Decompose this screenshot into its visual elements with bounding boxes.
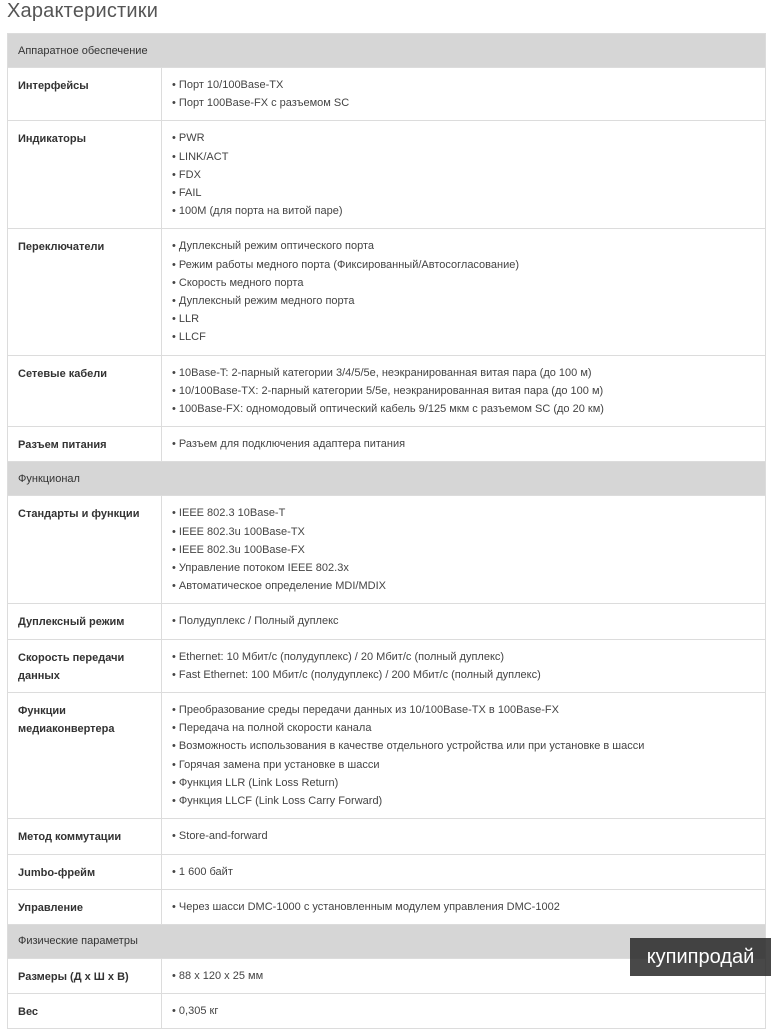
spec-value-item: • FDX <box>172 166 755 184</box>
spec-value-item: • Дуплексный режим оптического порта <box>172 237 755 255</box>
spec-value-item: • Преобразование среды передачи данных из 10/100Base-TX в 100Base-FX <box>172 701 755 719</box>
spec-row <box>8 604 766 639</box>
spec-value-item: • IEEE 802.3u 100Base-FX <box>172 541 755 559</box>
spec-value-list <box>172 435 755 453</box>
spec-value-item: • 88 х 120 х 25 мм <box>172 967 755 985</box>
spec-value-item: • Горячая замена при установке в шасси <box>172 756 755 774</box>
spec-value-item: • Дуплексный режим медного порта <box>172 292 755 310</box>
spec-value-list <box>172 898 755 916</box>
spec-value-list <box>172 237 755 346</box>
spec-value <box>162 819 766 854</box>
spec-value-item: • Возможность использования в качестве отдельного устройства или при установке в шасси <box>172 737 755 755</box>
spec-value <box>162 427 766 462</box>
spec-value-item: • Автоматическое определение MDI/MDIX <box>172 577 755 595</box>
spec-value <box>162 889 766 924</box>
spec-value <box>162 639 766 692</box>
spec-row <box>8 994 766 1029</box>
specs-table <box>7 33 766 1029</box>
spec-value-item: • IEEE 802.3u 100Base-TX <box>172 523 755 541</box>
spec-label: Скорость передачи данных <box>8 639 162 692</box>
spec-value-item: • Store-and-forward <box>172 827 755 845</box>
spec-value <box>162 496 766 604</box>
spec-row <box>8 854 766 889</box>
spec-value-item: • LLCF <box>172 328 755 346</box>
page-title: Характеристики <box>7 0 159 22</box>
spec-label: Вес <box>8 994 162 1029</box>
spec-value-item: • Fast Ethernet: 100 Мбит/с (полудуплекс) / 200 Мбит/с (полный дуплекс) <box>172 666 755 684</box>
spec-value-list <box>172 648 755 684</box>
spec-value-item: • 1 600 байт <box>172 863 755 881</box>
spec-value-item: • Передача на полной скорости канала <box>172 719 755 737</box>
spec-row <box>8 693 766 819</box>
section-title: Функционал <box>8 462 766 496</box>
spec-value-item: • 100M (для порта на витой паре) <box>172 202 755 220</box>
spec-value-item: • Скорость медного порта <box>172 274 755 292</box>
spec-value <box>162 693 766 819</box>
spec-value-list <box>172 76 755 112</box>
spec-row <box>8 819 766 854</box>
spec-value-item: • FAIL <box>172 184 755 202</box>
spec-row <box>8 355 766 427</box>
spec-row <box>8 496 766 604</box>
spec-value-item: • Разъем для подключения адаптера питания <box>172 435 755 453</box>
spec-label: Переключатели <box>8 229 162 355</box>
spec-row <box>8 121 766 229</box>
spec-value-item: • PWR <box>172 129 755 147</box>
spec-value-list <box>172 701 755 810</box>
spec-label: Управление <box>8 889 162 924</box>
spec-value-item: • 100Base-FX: одномодовый оптический кабель 9/125 мкм с разъемом SC (до 20 км) <box>172 400 755 418</box>
spec-value-item: • 10/100Base-TX: 2-парный категории 5/5e, неэкранированная витая пара (до 100 м) <box>172 382 755 400</box>
spec-value-item: • Режим работы медного порта (Фиксированный/Автосогласование) <box>172 256 755 274</box>
section-title: Физические параметры <box>8 924 766 958</box>
spec-value-item: • Полудуплекс / Полный дуплекс <box>172 612 755 630</box>
watermark-logo: купипродай <box>630 938 771 976</box>
spec-value-item: • IEEE 802.3 10Base-T <box>172 504 755 522</box>
spec-label: Дуплексный режим <box>8 604 162 639</box>
spec-value-item: • Ethernet: 10 Мбит/с (полудуплекс) / 20 Мбит/с (полный дуплекс) <box>172 648 755 666</box>
spec-value-item: • Функция LLCF (Link Loss Carry Forward) <box>172 792 755 810</box>
spec-value <box>162 229 766 355</box>
section-title: Аппаратное обеспечение <box>8 34 766 68</box>
spec-value-list <box>172 863 755 881</box>
spec-value-list <box>172 504 755 595</box>
spec-value-item: • LLR <box>172 310 755 328</box>
spec-value <box>162 854 766 889</box>
spec-value-item: • 10Base-T: 2-парный категории 3/4/5/5e, неэкранированная витая пара (до 100 м) <box>172 364 755 382</box>
spec-label: Интерфейсы <box>8 68 162 121</box>
spec-row <box>8 639 766 692</box>
spec-row <box>8 68 766 121</box>
spec-label: Jumbo-фрейм <box>8 854 162 889</box>
spec-label: Индикаторы <box>8 121 162 229</box>
spec-label: Разъем питания <box>8 427 162 462</box>
spec-value-list <box>172 612 755 630</box>
spec-value-item: • Порт 100Base-FX с разъемом SC <box>172 94 755 112</box>
spec-value-item: • 0,305 кг <box>172 1002 755 1020</box>
section-header <box>8 462 766 496</box>
spec-value-item: • Порт 10/100Base-TX <box>172 76 755 94</box>
spec-value <box>162 355 766 427</box>
spec-row <box>8 427 766 462</box>
section-header <box>8 34 766 68</box>
spec-value-item: • Через шасси DMC-1000 с установленным модулем управления DMC-1002 <box>172 898 755 916</box>
spec-row <box>8 229 766 355</box>
spec-value-list <box>172 129 755 220</box>
spec-value-list <box>172 1002 755 1020</box>
spec-value-item: • Управление потоком IEEE 802.3x <box>172 559 755 577</box>
spec-label: Метод коммутации <box>8 819 162 854</box>
spec-value-item: • Функция LLR (Link Loss Return) <box>172 774 755 792</box>
spec-value <box>162 121 766 229</box>
spec-label: Функции медиаконвертера <box>8 693 162 819</box>
spec-value <box>162 604 766 639</box>
spec-value-list <box>172 364 755 419</box>
spec-value <box>162 994 766 1029</box>
spec-value-list <box>172 827 755 845</box>
spec-label: Сетевые кабели <box>8 355 162 427</box>
spec-value-item: • LINK/ACT <box>172 148 755 166</box>
spec-value <box>162 68 766 121</box>
spec-label: Стандарты и функции <box>8 496 162 604</box>
spec-label: Размеры (Д х Ш х В) <box>8 958 162 993</box>
spec-row <box>8 889 766 924</box>
